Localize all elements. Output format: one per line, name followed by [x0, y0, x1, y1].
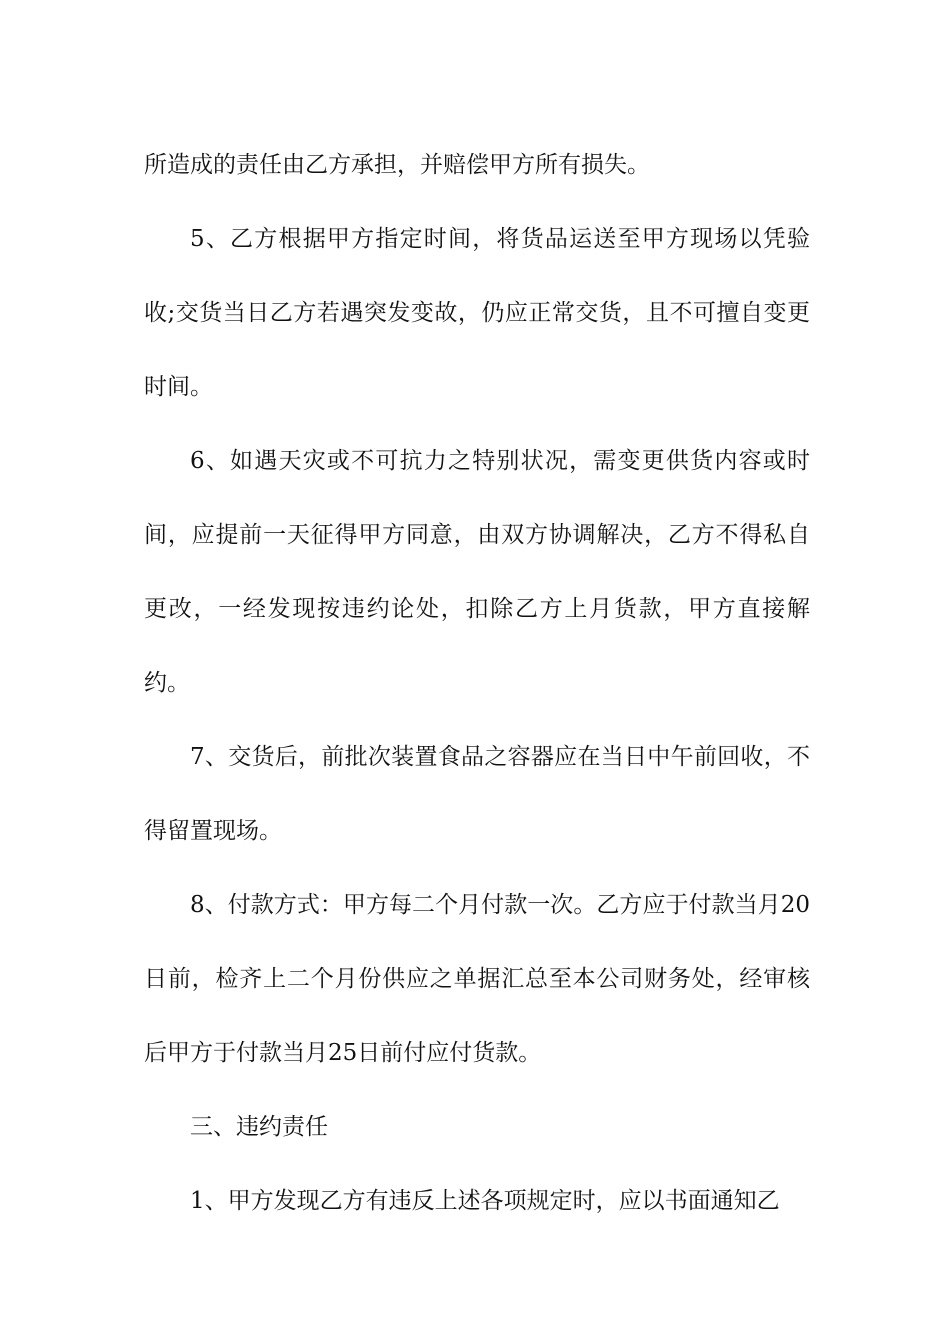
paragraph-breach-item-1: 1、甲方发现乙方有违反上述各项规定时，应以书面通知乙 [190, 1188, 780, 1214]
paragraph-item-7-containers: 7、交货后，前批次装置食品之容器应在当日中午前回收，不得留置现场。 [144, 744, 810, 844]
paragraph-continuation-liability: 所造成的责任由乙方承担，并赔偿甲方所有损失。 [144, 152, 650, 178]
paragraph-item-8-payment: 8、付款方式：甲方每二个月付款一次。乙方应于付款当月20日前，检齐上二个月份供应之单据汇总至本公司财务处，经审核后甲方于付款当月25日前付应付货款。 [144, 892, 810, 1066]
paragraph-item-5-delivery: 5、乙方根据甲方指定时间，将货品运送至甲方现场以凭验收;交货当日乙方若遇突发变故，仍应正常交货，且不可擅自变更时间。 [144, 226, 810, 400]
paragraph-item-6-force-majeure: 6、如遇天灾或不可抗力之特别状况，需变更供货内容或时间，应提前一天征得甲方同意，由双方协调解决，乙方不得私自更改，一经发现按违约论处，扣除乙方上月货款，甲方直接解约。 [144, 448, 810, 696]
document-body [144, 128, 810, 1238]
section-heading-breach-liability: 三、违约责任 [190, 1114, 328, 1140]
